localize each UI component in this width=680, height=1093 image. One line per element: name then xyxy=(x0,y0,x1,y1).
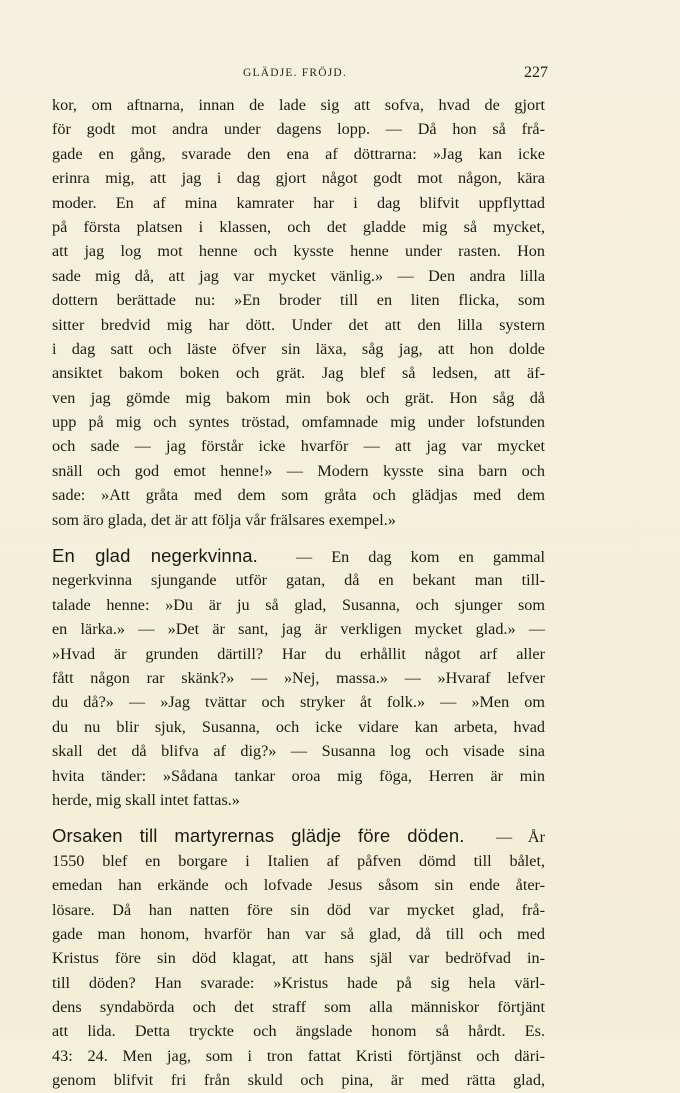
running-head: GLÄDJE. FRÖJD. xyxy=(243,67,348,79)
text-line: »Hvad är grunden därtill? Har du erhållit något arf aller xyxy=(52,644,545,663)
text-line: ansiktet bakom boken och grät. Jag blef så ledsen, att äf- xyxy=(52,364,545,383)
text-line: 1550 blef en borgare i Italien af påfven dömd till bålet, xyxy=(52,851,545,870)
text-line: Kristus före sin död klagat, att hans själ var bedröfvad in- xyxy=(52,949,545,968)
text-line: en lärka.» — »Det är sant, jag är verkligen mycket glad.» — xyxy=(52,620,545,639)
text-run: — En dag kom en gammal xyxy=(295,548,545,567)
text-line: fått någon rar skänk?» — »Nej, massa.» — »Hvaraf lefver xyxy=(52,668,545,687)
text-line: som äro glada, det är att följa vår frälsares exempel.» xyxy=(52,510,396,529)
text-line: 43: 24. Men jag, som i tron fattat Kristi förtjänst och däri- xyxy=(52,1046,545,1065)
page-header xyxy=(0,64,680,88)
text-line: lösare. Då han natten före sin död var mycket glad, frå- xyxy=(52,900,545,919)
section-glad-negerkvinna xyxy=(52,544,545,812)
text-line: sitter bredvid mig har dött. Under det att den lilla systern xyxy=(52,315,545,334)
text-line: dottern berättade nu: »En broder till en liten flicka, som xyxy=(52,291,545,310)
text-line: negerkvinna sjungande utför gatan, då en bekant man till- xyxy=(52,571,545,590)
text-line: upp på mig och syntes tröstad, omfamnade mig under lofstunden xyxy=(52,413,545,432)
section-heading: Orsaken till martyrernas glädje före döden. xyxy=(52,825,465,847)
text-line: gade man honom, hvarför han var så glad, då till och med xyxy=(52,924,545,943)
text-line: att jag log mot henne och kysste henne under rasten. Hon xyxy=(52,242,545,261)
text-line: herde, mig skall intet fattas.» xyxy=(52,790,240,809)
section-first-line xyxy=(52,824,545,848)
text-line: sade mig då, att jag var mycket vänlig.» — Den andra lilla xyxy=(52,266,545,285)
paragraph-daughters xyxy=(52,93,545,532)
text-line: dens syndabörda och det straff som alla människor förtjänt xyxy=(52,998,545,1017)
text-line: moder. En af mina kamrater har i dag blifvit uppflyttad xyxy=(52,193,545,212)
text-line: för godt mot andra under dagens lopp. — Då hon så frå- xyxy=(52,120,545,139)
section-first-line xyxy=(52,544,545,568)
paragraph-gap xyxy=(52,532,545,544)
text-line: gade en gång, svarade den ena af döttrarna: »Jag kan icke xyxy=(52,144,545,163)
paragraph-gap xyxy=(52,812,545,824)
text-line: emedan han erkände och lofvade Jesus såsom sin ende åter- xyxy=(52,876,545,895)
text-line: och sade — jag förstår icke hvarför — att jag var mycket xyxy=(52,437,545,456)
text-line: snäll och god emot henne!» — Modern kysste sina barn och xyxy=(52,461,545,480)
text-run: — År xyxy=(495,828,545,847)
section-martyrer xyxy=(52,824,545,1092)
page-body xyxy=(52,93,545,1093)
section-heading: En glad negerkvinna. xyxy=(52,545,258,567)
text-line: erinra mig, att jag i dag gjort något godt mot någon, kära xyxy=(52,169,545,188)
text-line: du då?» — »Jag tvättar och stryker åt folk.» — »Men om xyxy=(52,693,545,712)
text-line: ven jag gömde mig bakom min bok och grät. Hon såg då xyxy=(52,388,545,407)
text-line: skall det då blifva af dig?» — Susanna log och visade sina xyxy=(52,742,545,761)
text-line: till döden? Han svarade: »Kristus hade på sig hela värl- xyxy=(52,973,545,992)
text-line: att lida. Detta tryckte och ängslade honom så hårdt. Es. xyxy=(52,1022,545,1041)
text-line: du nu blir sjuk, Susanna, och icke vidare kan arbeta, hvad xyxy=(52,717,545,736)
text-line: hvita tänder: »Sådana tankar oroa mig föga, Herren är min xyxy=(52,766,545,785)
text-line: genom blifvit fri från skuld och pina, är med rätta glad, xyxy=(52,1071,545,1090)
page-number: 227 xyxy=(524,64,548,81)
text-line: sade: »Att gråta med dem som gråta och glädjas med dem xyxy=(52,486,545,505)
text-line: talade henne: »Du är ju så glad, Susanna, och sjunger som xyxy=(52,595,545,614)
text-line: kor, om aftnarna, innan de lade sig att sofva, hvad de gjort xyxy=(52,96,545,114)
text-line: i dag satt och läste öfver sin läxa, såg jag, att hon dolde xyxy=(52,339,545,358)
text-line: på första platsen i klassen, och det gladde mig så mycket, xyxy=(52,217,545,236)
